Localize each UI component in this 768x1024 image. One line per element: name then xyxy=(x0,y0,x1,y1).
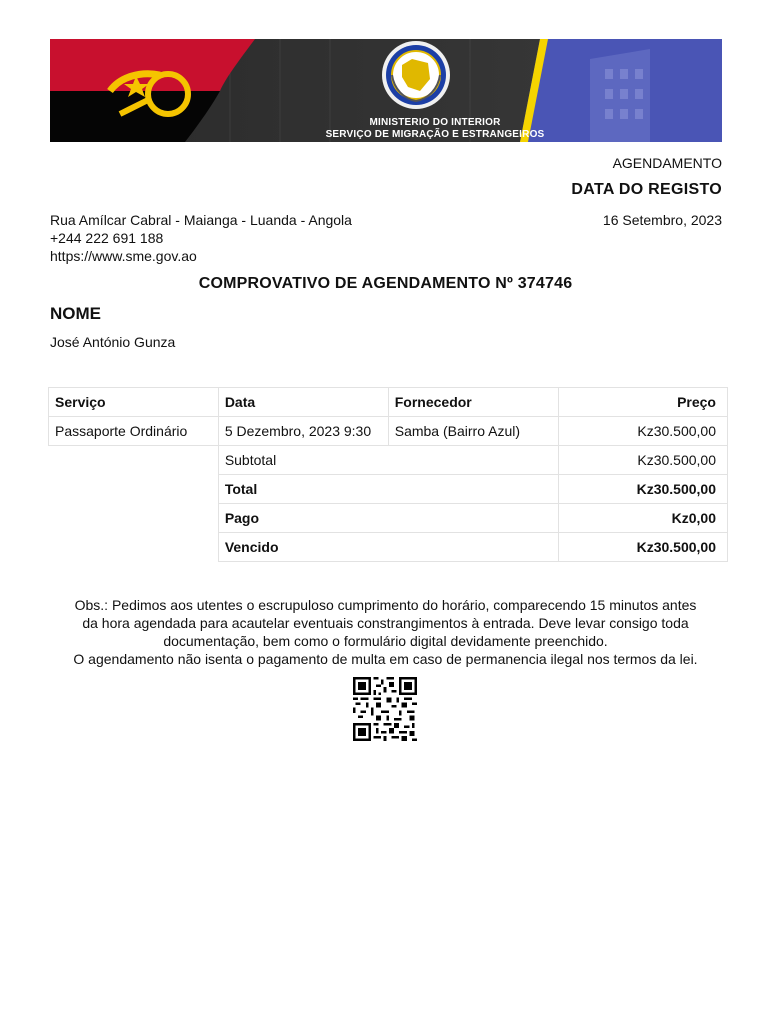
total-row xyxy=(49,475,728,504)
address-line: Rua Amílcar Cabral - Maianga - Luanda - Angola xyxy=(50,212,352,228)
document-title: COMPROVATIVO DE AGENDAMENTO Nº 374746 xyxy=(198,275,573,292)
note-line: da hora agendada para acautelar eventuais constrangimentos à entrada. Deve levar consigo toda xyxy=(82,615,689,631)
document-type-label: AGENDAMENTO xyxy=(612,155,722,171)
subtotal-value: Kz30.500,00 xyxy=(558,446,728,475)
column-header-date: Data xyxy=(218,388,388,417)
paid-row xyxy=(49,504,728,533)
registry-date-heading: DATA DO REGISTO xyxy=(571,181,722,198)
service-title: SERVIÇO DE MIGRAÇÃO E ESTRANGEIROS xyxy=(325,129,545,140)
building-image xyxy=(520,39,722,142)
blank-cell xyxy=(49,446,219,475)
phone-line: +244 222 691 188 xyxy=(50,230,164,246)
due-label: Vencido xyxy=(218,533,558,562)
column-header-service: Serviço xyxy=(49,388,219,417)
paid-label: Pago xyxy=(218,504,558,533)
name-value: José António Gunza xyxy=(50,334,176,350)
blank-cell xyxy=(49,533,219,562)
header-banner xyxy=(50,39,722,142)
total-value: Kz30.500,00 xyxy=(558,475,728,504)
table-header-row xyxy=(49,388,728,417)
due-row xyxy=(49,533,728,562)
sme-emblem-icon xyxy=(382,41,450,109)
appointment-table xyxy=(48,387,728,562)
note-line: O agendamento não isenta o pagamento de multa em caso de permanencia ilegal nos termos da lei. xyxy=(73,651,698,667)
cell-date: 5 Dezembro, 2023 9:30 xyxy=(218,417,388,446)
website-link[interactable]: https://www.sme.gov.ao xyxy=(50,248,197,264)
subtotal-label: Subtotal xyxy=(218,446,558,475)
cell-price: Kz30.500,00 xyxy=(558,417,728,446)
cell-provider: Samba (Bairro Azul) xyxy=(388,417,558,446)
registry-date-value: 16 Setembro, 2023 xyxy=(602,212,722,228)
name-heading: NOME xyxy=(50,304,101,323)
subtotal-row xyxy=(49,446,728,475)
note-line: Obs.: Pedimos aos utentes o escrupuloso cumprimento do horário, comparecendo 15 minutos antes xyxy=(74,597,697,613)
total-label: Total xyxy=(218,475,558,504)
cell-service: Passaporte Ordinário xyxy=(49,417,219,446)
paid-value: Kz0,00 xyxy=(558,504,728,533)
observation-notes xyxy=(40,596,731,668)
due-value: Kz30.500,00 xyxy=(558,533,728,562)
ministry-title: MINISTERIO DO INTERIOR xyxy=(369,117,501,128)
table-row xyxy=(49,417,728,446)
blank-cell xyxy=(49,475,219,504)
column-header-provider: Fornecedor xyxy=(388,388,558,417)
note-line: documentação, bem como o formulário digital devidamente preenchido. xyxy=(163,633,608,649)
qr-code-icon xyxy=(353,677,417,741)
column-header-price: Preço xyxy=(558,388,728,417)
blank-cell xyxy=(49,504,219,533)
